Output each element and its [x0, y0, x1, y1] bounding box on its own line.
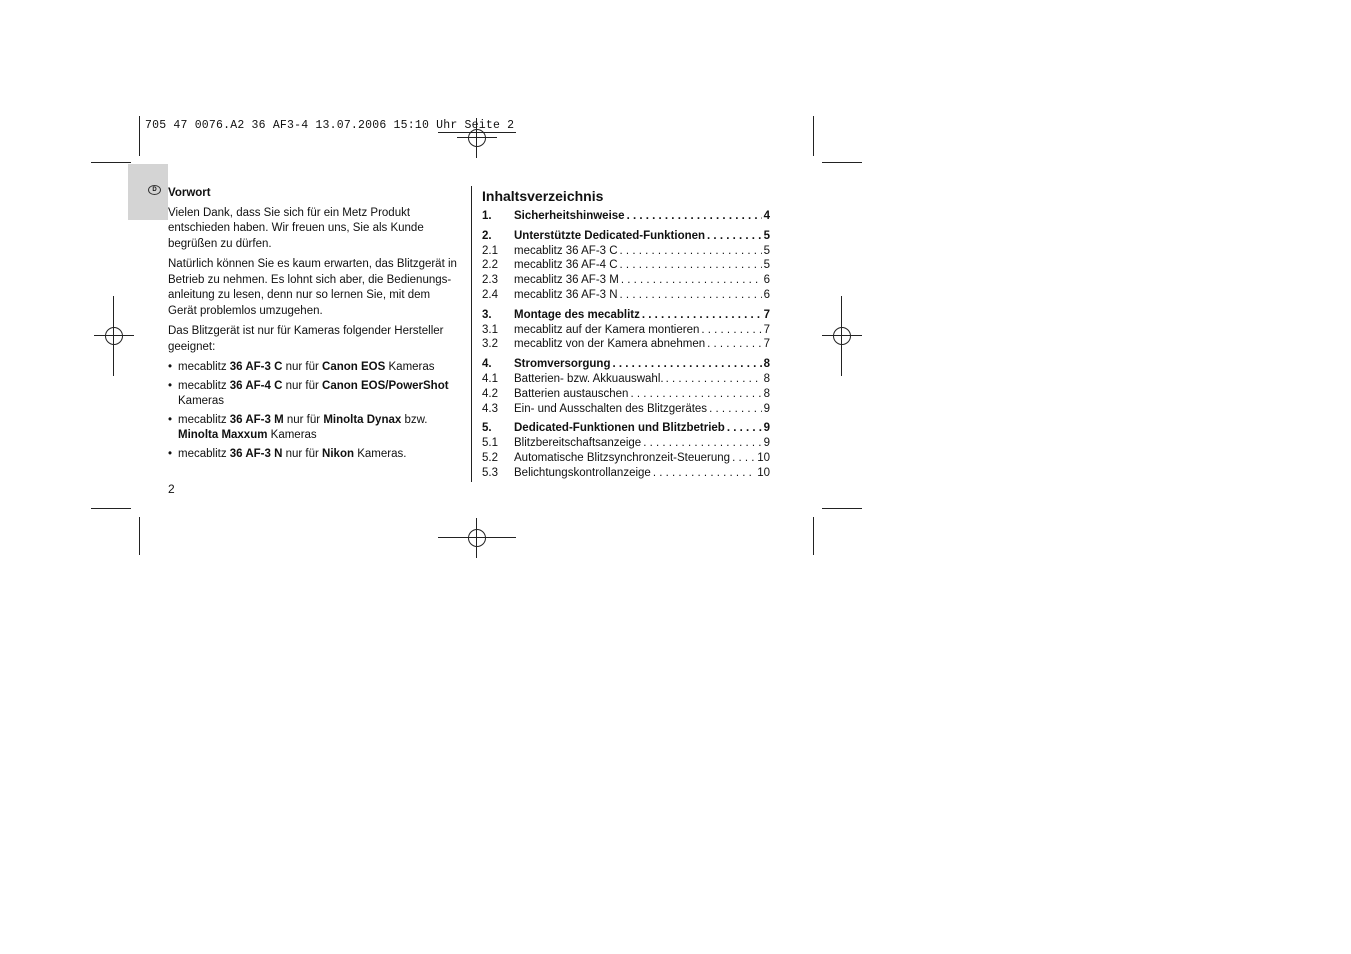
toc-page-number: 6 — [763, 274, 770, 287]
toc-page-number: 6 — [763, 288, 770, 301]
foreword-paragraph-1: Vielen Dank, dass Sie sich für ein Metz Produkt entschieden haben. Wir freuen uns, Sie als Kunde begrüßen zu dürfen. — [168, 206, 424, 250]
toc-page-number: 5 — [763, 259, 770, 272]
toc-leader-dots — [727, 421, 762, 436]
toc-number: 3. — [482, 308, 492, 321]
toc-title: Stromversorgung — [514, 358, 611, 371]
toc-leader-dots — [707, 337, 761, 352]
toc-leader-dots — [613, 357, 762, 372]
toc-list — [482, 209, 770, 481]
bullet-text: nur für — [283, 413, 324, 426]
toc-title: mecablitz auf der Kamera montieren — [514, 323, 700, 336]
toc-leader-dots — [642, 308, 762, 323]
toc-leader-dots — [709, 402, 762, 417]
toc-number: 3.2 — [482, 338, 498, 351]
brand-name: Canon EOS — [322, 361, 386, 373]
toc-page-number: 9 — [763, 402, 770, 415]
toc-page-number: 7 — [763, 308, 770, 321]
bullet-text: nur für — [282, 447, 323, 460]
bullet-dot-icon: • — [168, 361, 173, 373]
table-of-contents — [482, 188, 770, 481]
toc-page-number: 5 — [763, 229, 770, 242]
toc-title: Blitzbereitschaftsanzeige — [514, 437, 642, 450]
registration-mark-bottom-vertical — [476, 518, 477, 556]
bullet-dot-icon: • — [168, 413, 173, 426]
toc-page-number: 4 — [763, 210, 770, 222]
bullet-text: nur für — [282, 379, 323, 392]
toc-title: mecablitz von der Kamera abnehmen — [514, 338, 706, 351]
bullet-item — [168, 447, 460, 463]
toc-number: 5. — [482, 422, 492, 435]
toc-section-row[interactable] — [482, 323, 770, 338]
bullet-text: Kameras. — [354, 447, 407, 460]
toc-leader-dots — [620, 244, 762, 259]
toc-page-number: 9 — [763, 437, 770, 450]
bullet-text: bzw. — [401, 413, 428, 426]
foreword-paragraph-3: Das Blitzgerät ist nur für Kameras folgender Hersteller geeignet: — [168, 325, 444, 353]
toc-number: 4. — [482, 358, 492, 371]
toc-section-row[interactable] — [482, 402, 770, 417]
toc-section-row[interactable] — [482, 466, 770, 481]
toc-title: mecablitz 36 AF-3 C — [514, 244, 618, 257]
brand-name: Minolta Dynax — [323, 413, 402, 426]
toc-chapter-row[interactable] — [482, 209, 770, 224]
foreword-heading: Vorwort — [168, 187, 211, 199]
toc-title: Batterien austauschen — [514, 387, 629, 400]
crop-mark-bottom-left-vertical — [139, 517, 140, 555]
column-divider — [471, 186, 472, 482]
toc-title: Belichtungskontrollanzeige — [514, 466, 651, 479]
toc-leader-dots — [620, 258, 762, 273]
page-number: 2 — [168, 482, 175, 496]
toc-page-number: 8 — [763, 387, 770, 400]
toc-number: 5.3 — [482, 466, 498, 479]
toc-section-row[interactable] — [482, 273, 770, 288]
toc-number: 4.3 — [482, 402, 498, 415]
toc-title: mecablitz 36 AF-3 N — [514, 288, 618, 301]
toc-number: 1. — [482, 210, 492, 222]
toc-title: mecablitz 36 AF-3 M — [514, 274, 619, 287]
registration-mark-bottom — [457, 518, 497, 558]
toc-chapter-row[interactable] — [482, 357, 770, 372]
toc-section-row[interactable] — [482, 436, 770, 451]
toc-leader-dots — [707, 229, 762, 244]
bullet-item — [168, 413, 460, 444]
toc-number: 2. — [482, 229, 492, 242]
registration-mark-top-baseline — [438, 132, 516, 133]
toc-section-row[interactable] — [482, 244, 770, 259]
toc-section-row[interactable] — [482, 337, 770, 352]
crop-mark-bottom-right-horizontal — [822, 508, 862, 509]
crop-mark-top-left-horizontal — [91, 162, 131, 163]
toc-number: 5.2 — [482, 451, 498, 464]
toc-number: 2.3 — [482, 274, 498, 287]
toc-page-number: 7 — [763, 338, 770, 351]
toc-title: Batterien- bzw. Akkuauswahl. — [514, 372, 664, 385]
toc-page-number: 8 — [763, 358, 770, 371]
toc-leader-dots — [653, 466, 755, 481]
toc-number: 2.1 — [482, 244, 498, 257]
toc-page-number: 8 — [763, 372, 770, 385]
toc-number: 4.2 — [482, 387, 498, 400]
toc-section-row[interactable] — [482, 451, 770, 466]
model-name: 36 AF-3 N — [229, 447, 283, 460]
toc-page-number: 10 — [757, 451, 770, 464]
toc-title: Automatische Blitzsynchronzeit-Steuerung — [514, 451, 731, 464]
toc-section-row[interactable] — [482, 372, 770, 387]
bullet-item — [168, 379, 460, 410]
toc-page-number: 5 — [763, 244, 770, 257]
toc-leader-dots — [666, 372, 762, 387]
foreword-section — [168, 186, 460, 465]
crop-mark-top-right-horizontal — [822, 162, 862, 163]
toc-leader-dots — [627, 209, 762, 224]
registration-mark-left-line — [113, 296, 114, 376]
toc-section-row[interactable] — [482, 387, 770, 402]
bullet-dot-icon: • — [168, 447, 173, 460]
bullet-text: Kameras — [178, 395, 225, 407]
registration-mark-right-line — [841, 296, 842, 376]
toc-title: Unterstützte Dedicated-Funktionen — [514, 229, 706, 242]
crop-mark-top-right-vertical — [813, 116, 814, 156]
toc-number: 5.1 — [482, 437, 498, 450]
toc-heading: Inhaltsverzeichnis — [482, 188, 604, 204]
toc-leader-dots — [620, 288, 762, 303]
toc-chapter-row[interactable] — [482, 229, 770, 244]
crop-mark-bottom-left-horizontal — [91, 508, 131, 509]
bullet-dot-icon: • — [168, 379, 173, 392]
toc-page-number: 10 — [757, 466, 770, 479]
registration-mark-bottom-line — [438, 537, 516, 538]
model-name: 36 AF-3 M — [229, 413, 284, 426]
language-tab-label: D — [148, 185, 161, 195]
toc-section-row[interactable] — [482, 288, 770, 303]
model-name: 36 AF-3 C — [229, 361, 283, 373]
language-tab — [128, 164, 168, 220]
toc-leader-dots — [643, 436, 761, 451]
toc-chapter-row[interactable] — [482, 308, 770, 323]
crop-mark-top-left-vertical — [139, 116, 140, 156]
bullet-text: mecablitz — [178, 379, 230, 392]
toc-title: Dedicated-Funktionen und Blitzbetrieb — [514, 422, 725, 435]
registration-mark-left — [94, 316, 134, 356]
bullet-text: Kameras — [267, 429, 317, 441]
toc-leader-dots — [621, 273, 762, 288]
toc-title: Ein- und Ausschalten des Blitzgerätes — [514, 402, 708, 415]
toc-page-number: 9 — [763, 422, 770, 435]
toc-number: 4.1 — [482, 372, 498, 385]
toc-section-row[interactable] — [482, 258, 770, 273]
toc-leader-dots — [701, 323, 761, 338]
toc-chapter-row[interactable] — [482, 421, 770, 436]
registration-mark-top-line — [476, 132, 477, 156]
toc-title: Montage des mecablitz — [514, 308, 640, 321]
bullet-text: nur für — [282, 361, 323, 373]
foreword-paragraph-2: Natürlich können Sie es kaum erwarten, das Blitzgerät in Betrieb zu nehmen. Es lohnt sich aber, die Bedienungs-anleitung zu lesen, denn nur so lernen Sie, mit dem Gerät problemlos umzugehen. — [168, 258, 457, 317]
toc-number: 2.2 — [482, 259, 498, 272]
brand-name: Minolta Maxxum — [178, 429, 268, 441]
toc-title: mecablitz 36 AF-4 C — [514, 259, 618, 272]
toc-title: Sicherheitshinweise — [514, 210, 625, 222]
crop-mark-bottom-right-vertical — [813, 517, 814, 555]
toc-leader-dots — [630, 387, 761, 402]
toc-page-number: 7 — [763, 323, 770, 336]
toc-leader-dots — [732, 451, 755, 466]
bullet-item — [168, 360, 460, 376]
print-slug-line: 705 47 0076.A2 36 AF3-4 13.07.2006 15:10 Uhr Seite 2 — [145, 119, 515, 132]
toc-number: 3.1 — [482, 323, 498, 336]
registration-mark-right — [822, 316, 862, 356]
brand-name: Canon EOS/PowerShot — [322, 379, 449, 392]
toc-number: 2.4 — [482, 288, 498, 301]
model-name: 36 AF-4 C — [229, 379, 283, 392]
brand-name: Nikon — [322, 447, 354, 460]
bullet-text: mecablitz — [178, 447, 230, 460]
bullet-text: Kameras — [385, 361, 435, 373]
bullet-text: mecablitz — [178, 413, 230, 426]
bullet-text: mecablitz — [178, 361, 230, 373]
